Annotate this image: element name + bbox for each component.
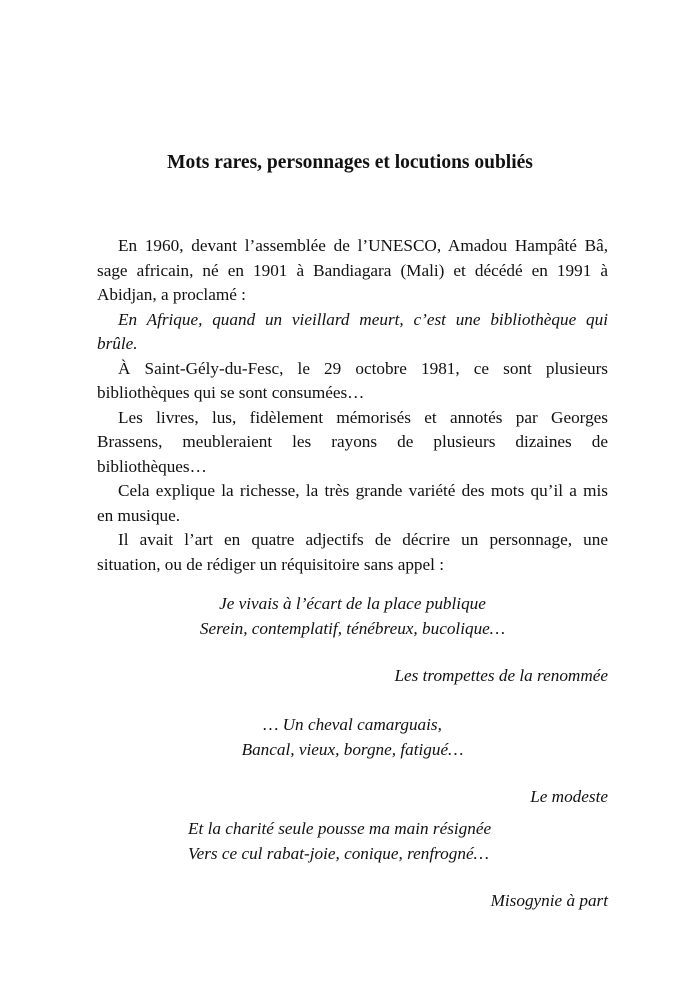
verse: Serein, contemplatif, ténébreux, bucolique…	[199, 618, 506, 638]
page-title: Mots rares, personnages et locutions oubliés	[167, 152, 533, 173]
quote-verses-3	[188, 817, 608, 866]
text-line: En Afrique, quand un vieillard meurt, c’est une bibliothèque qui	[118, 309, 608, 329]
text-line: Il avait l’art en quatre adjectifs de décrire un personnage, une	[118, 530, 608, 549]
verse: … Un cheval camarguais,	[263, 715, 442, 734]
text-line: Brassens, meubleraient les rayons de plusieurs dizaines de	[97, 432, 608, 451]
text-line: brûle.	[97, 334, 138, 353]
text-line: Cela explique la richesse, la très grande variété des mots qu’il a mis	[118, 481, 608, 500]
verse: Et la charité seule pousse ma main résignée	[188, 819, 492, 838]
text-line: sage africain, né en 1901 à Bandiagara (Mali) et décédé en 1991 à	[97, 260, 608, 280]
text-line: situation, ou de rédiger un réquisitoire sans appel :	[97, 554, 445, 574]
text-line: Abidjan, a proclamé :	[97, 285, 246, 304]
text-line: en musique.	[97, 505, 181, 525]
body-text	[97, 234, 608, 577]
quote-source-1: Les trompettes de la renommée	[394, 666, 608, 685]
verse: Je vivais à l’écart de la place publique	[219, 594, 486, 613]
text-line: bibliothèques qui se sont consumées…	[97, 383, 365, 402]
verse: Bancal, vieux, borgne, fatigué…	[241, 739, 464, 759]
text-line: bibliothèques…	[97, 456, 207, 476]
quote-source-3: Misogynie à part	[490, 891, 608, 910]
quote-source-2: Le modeste	[530, 787, 608, 806]
text-line: Les livres, lus, fidèlement mémorisés et annotés par Georges	[118, 407, 608, 427]
quote-verses-1	[97, 592, 608, 641]
quote-verses-2	[97, 713, 608, 762]
text-line: En 1960, devant l’assemblée de l’UNESCO, Amadou Hampâté Bâ,	[118, 236, 608, 255]
text-line: À Saint-Gély-du-Fesc, le 29 octobre 1981, ce sont plusieurs	[118, 358, 608, 378]
verse: Vers ce cul rabat-joie, conique, renfrogné…	[188, 843, 489, 863]
